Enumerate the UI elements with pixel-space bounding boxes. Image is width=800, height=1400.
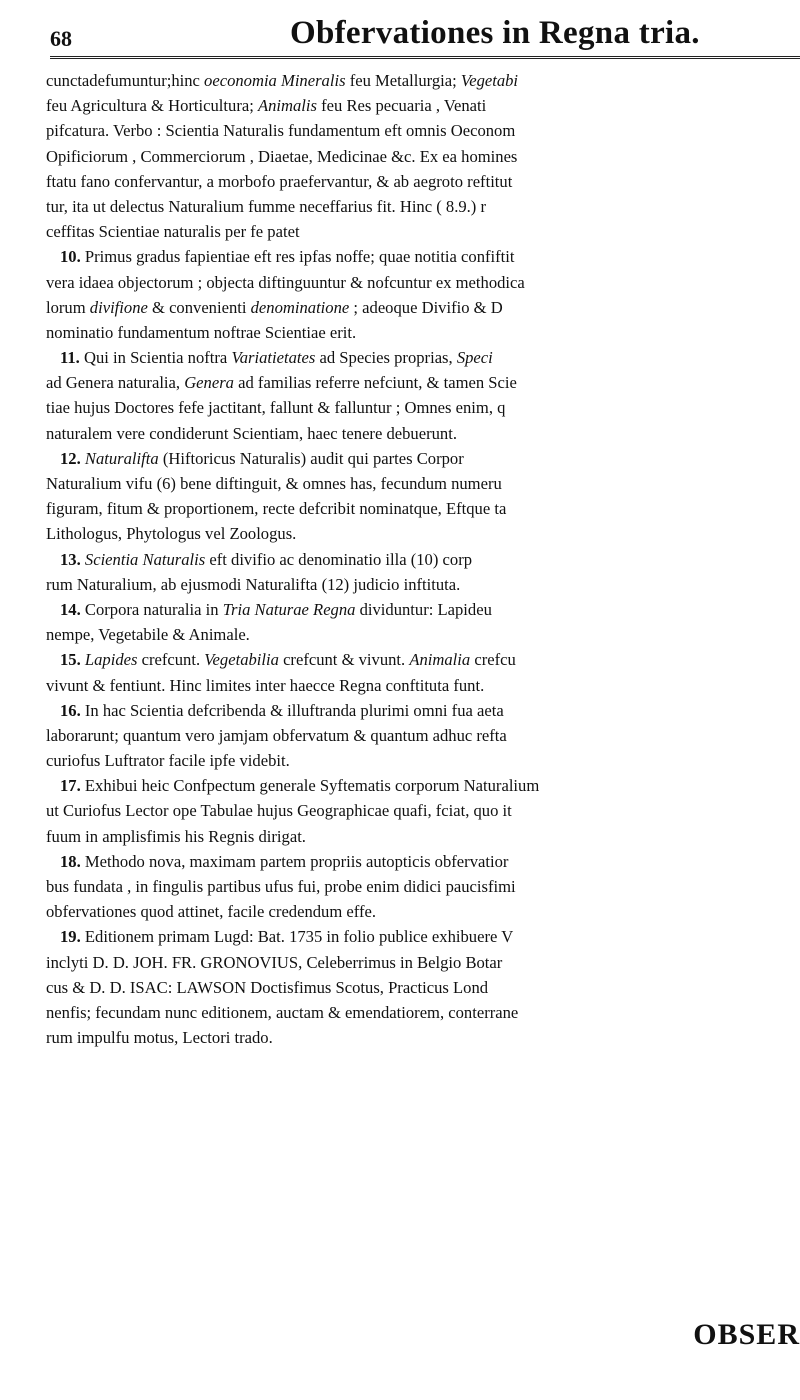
text-run: feu Res pecuaria , Venati: [316, 96, 487, 116]
text-run: laborarunt; quantum vero jamjam obfervatum & quantum adhuc refta: [46, 725, 507, 745]
text-line: [46, 244, 796, 269]
text-line: [46, 471, 796, 496]
text-run: pifcatura. Verbo : Scientia Naturalis fundamentum eft omnis Oeconom: [46, 121, 516, 141]
text-line: [46, 874, 796, 899]
text-run: cunctadefumuntur;hinc: [46, 71, 205, 90]
text-run: In hac Scientia defcribenda & illuftranda plurimi omni fua aeta: [80, 700, 504, 720]
text-run: naturalem vere condiderunt Scientiam, haec tenere debuerunt.: [46, 423, 457, 443]
text-line: [46, 647, 796, 672]
text-line: [46, 597, 796, 622]
body-text: [46, 68, 796, 1050]
text-run: & convenienti: [147, 297, 251, 317]
text-line: [46, 773, 796, 798]
text-run: crefcunt.: [137, 650, 205, 670]
text-run: bus fundata , in fingulis partibus ufus fui, probe enim didici paucisfimi: [46, 877, 516, 896]
text-run: fuum in amplisfimis his Regnis dirigat.: [46, 826, 306, 846]
italic-term: Vegetabi: [460, 71, 519, 90]
text-run: obfervationes quod attinet, facile credendum effe.: [46, 902, 377, 922]
text-run: curiofus Luftrator facile ipfe videbit.: [46, 751, 290, 771]
text-run: Corpora naturalia in: [80, 599, 223, 619]
text-run: nenfis; fecundam nunc editionem, auctam & emendatiorem, conterrane: [46, 1002, 519, 1022]
text-run: ceffitas Scientiae naturalis per fe patet: [46, 222, 300, 242]
text-run: tur, ita ut delectus Naturalium fumme neceffarius fit. Hinc ( 8.9.) r: [46, 196, 487, 216]
text-line: [46, 270, 796, 295]
text-run: (Hiftoricus Naturalis) audit qui partes Corpor: [158, 448, 464, 468]
text-run: rum Naturalium, ab ejusmodi Naturalifta (12) judicio inftituta.: [46, 574, 461, 594]
page-number: 68: [50, 26, 72, 51]
text-line: [46, 572, 796, 597]
text-run: Methodo nova, maximam partem propriis autopticis obfervatior: [80, 851, 509, 871]
text-line: [46, 118, 796, 143]
text-line: [46, 1000, 796, 1025]
text-run: ad Genera naturalia,: [46, 373, 185, 393]
paragraph-number: 11.: [60, 348, 80, 368]
text-line: [46, 68, 796, 93]
text-line: [46, 93, 796, 118]
page-header: [50, 6, 800, 52]
text-line: [46, 547, 796, 572]
text-run: Opificiorum , Commerciorum , Diaetae, Medicinae &c. Ex ea homines: [46, 146, 518, 166]
italic-term: Variatietates: [231, 348, 316, 368]
text-line: [46, 673, 796, 698]
italic-term: Scientia Naturalis: [84, 549, 206, 569]
text-line: [46, 1025, 796, 1050]
italic-term: divifione: [89, 297, 148, 317]
italic-term: denominatione: [250, 297, 350, 317]
running-title: Obfervationes in Regna tria.: [290, 15, 700, 51]
header-rule: [50, 56, 800, 59]
text-line: [46, 748, 796, 773]
text-line: [46, 345, 796, 370]
paragraph-number: 14.: [60, 599, 81, 619]
text-run: Exhibui heic Confpectum generale Syftematis corporum Naturalium: [80, 776, 540, 796]
text-run: lorum: [46, 297, 90, 317]
paragraph-number: 15.: [60, 650, 81, 670]
paragraph-number: 10.: [60, 247, 81, 267]
text-run: Qui in Scientia noftra: [79, 348, 232, 368]
text-line: [46, 622, 796, 647]
text-line: [46, 723, 796, 748]
text-run: inclyti D. D. JOH. FR. GRONOVIUS, Celeberrimus in Belgio Botar: [46, 952, 503, 972]
text-run: dividuntur: Lapideu: [355, 599, 492, 619]
text-run: vera idaea objectorum ; objecta diftinguuntur & nofcuntur ex methodica: [46, 272, 525, 292]
text-run: feu Metallurgia;: [345, 71, 461, 90]
text-line: [46, 370, 796, 395]
text-run: eft divifio ac denominatio illa (10) corp: [205, 549, 473, 569]
paragraph-number: 18.: [60, 851, 81, 871]
paragraph-number: 19.: [60, 927, 81, 947]
text-run: nominatio fundamentum noftrae Scientiae erit.: [46, 322, 357, 342]
italic-term: Tria Naturae Regna: [222, 599, 356, 619]
text-run: rum impulfu motus, Lectori trado.: [46, 1028, 273, 1048]
text-line: [46, 824, 796, 849]
text-line: [46, 144, 796, 169]
italic-term: Lapides: [84, 650, 138, 670]
text-run: nempe, Vegetabile & Animale.: [46, 625, 250, 645]
text-line: [46, 219, 796, 244]
italic-term: Speci: [456, 348, 493, 368]
text-line: [46, 496, 796, 521]
text-run: feu Agricultura & Horticultura;: [46, 96, 258, 116]
text-line: [46, 320, 796, 345]
text-line: [46, 446, 796, 471]
text-run: ad familias referre nefciunt, & tamen Scie: [233, 373, 517, 393]
text-run: Editionem primam Lugd: Bat. 1735 in folio publice exhibuere V: [80, 927, 514, 947]
italic-term: oeconomia Mineralis: [204, 71, 346, 90]
catchword: OBSER: [693, 1318, 800, 1351]
text-line: [46, 975, 796, 1000]
text-run: tiae hujus Doctores fefe jactitant, fallunt & falluntur ; Omnes enim, q: [46, 398, 506, 418]
text-line: [46, 899, 796, 924]
text-line: [46, 698, 796, 723]
text-run: figuram, fitum & proportionem, recte defcribit nominatque, Eftque ta: [46, 499, 507, 519]
text-line: [46, 950, 796, 975]
text-run: crefcunt & vivunt.: [278, 650, 410, 670]
text-line: [46, 798, 796, 823]
text-run: ad Species proprias,: [315, 348, 457, 368]
text-line: [46, 395, 796, 420]
text-run: Primus gradus fapientiae eft res ipfas noffe; quae notitia confiftit: [80, 247, 515, 267]
italic-term: Animalis: [257, 96, 317, 116]
text-line: [46, 169, 796, 194]
text-line: [46, 849, 796, 874]
text-run: Lithologus, Phytologus vel Zoologus.: [46, 524, 297, 544]
italic-term: Genera: [184, 373, 234, 393]
italic-term: Vegetabilia: [204, 650, 279, 670]
text-line: [46, 194, 796, 219]
text-run: ; adeoque Divifio & D: [349, 297, 503, 317]
text-run: Naturalium vifu (6) bene diftinguit, & omnes has, fecundum numeru: [46, 474, 502, 493]
paragraph-number: 12.: [60, 448, 81, 468]
paragraph-number: 13.: [60, 549, 81, 569]
italic-term: Naturalifta: [84, 448, 159, 468]
text-line: [46, 521, 796, 546]
text-run: cus & D. D. ISAC: LAWSON Doctisfimus Scotus, Practicus Lond: [46, 977, 489, 997]
text-run: crefcu: [470, 650, 516, 670]
text-line: [46, 295, 796, 320]
text-run: ut Curiofus Lector ope Tabulae hujus Geographicae quafi, fciat, quo it: [46, 801, 512, 821]
text-line: [46, 421, 796, 446]
paragraph-number: 16.: [60, 700, 81, 720]
italic-term: Animalia: [409, 650, 471, 670]
paragraph-number: 17.: [60, 776, 81, 796]
text-run: vivunt & fentiunt. Hinc limites inter haecce Regna conftituta funt.: [46, 675, 485, 695]
text-line: [46, 924, 796, 949]
text-run: ftatu fano confervantur, a morbofo praefervantur, & ab aegroto reftitut: [46, 171, 513, 191]
